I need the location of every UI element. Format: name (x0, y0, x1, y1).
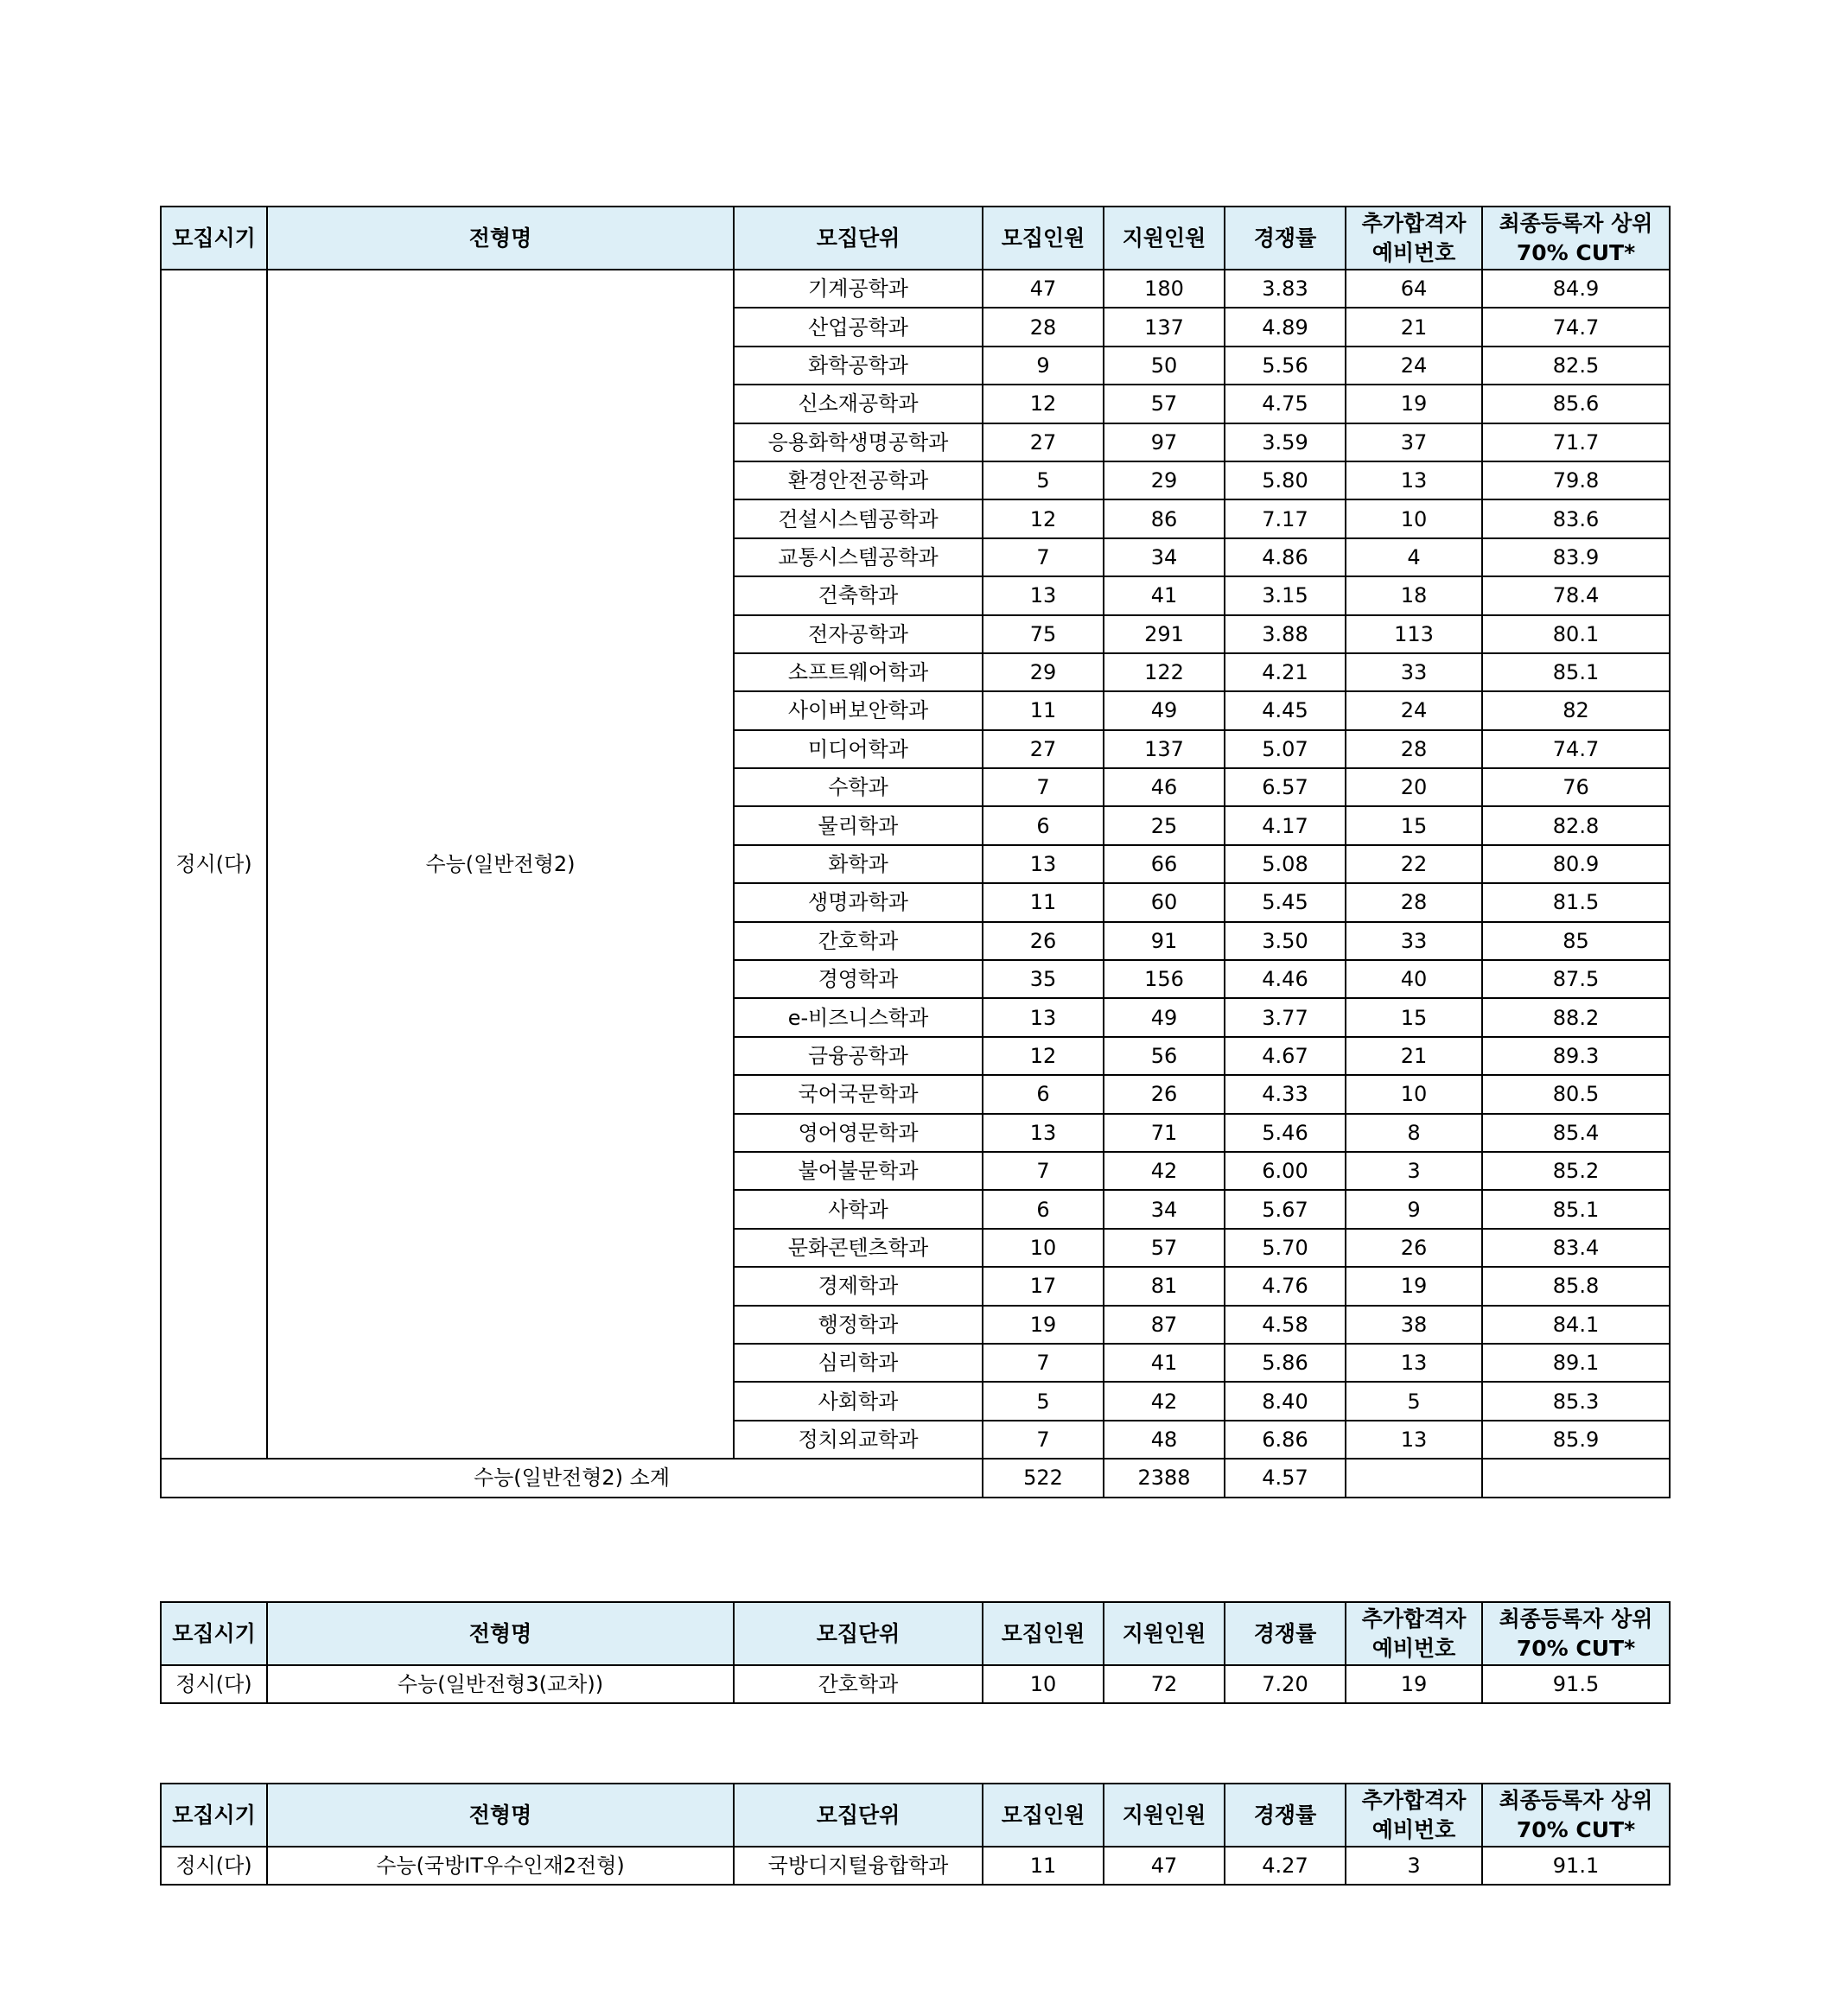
cell-extra: 22 (1346, 845, 1482, 883)
header-period: 모집시기 (161, 1602, 267, 1665)
cell-recruit: 11 (983, 1847, 1104, 1885)
cell-recruit: 12 (983, 499, 1104, 537)
cell-cut: 85.2 (1482, 1152, 1670, 1190)
table-body (161, 270, 1670, 1498)
cell-recruit: 5 (983, 461, 1104, 499)
cell-unit: 영어영문학과 (734, 1114, 983, 1152)
cell-ratio: 4.67 (1225, 1037, 1346, 1075)
cell-extra: 10 (1346, 1075, 1482, 1113)
cell-unit: 화학공학과 (734, 347, 983, 385)
cell-recruit: 13 (983, 998, 1104, 1036)
header-unit: 모집단위 (734, 1784, 983, 1847)
cell-ratio: 5.80 (1225, 461, 1346, 499)
cell-applicants: 49 (1104, 691, 1225, 729)
cell-ratio: 5.46 (1225, 1114, 1346, 1152)
cell-unit: 건설시스템공학과 (734, 499, 983, 537)
header-unit: 모집단위 (734, 207, 983, 270)
cell-applicants: 29 (1104, 461, 1225, 499)
cell-ratio: 6.00 (1225, 1152, 1346, 1190)
table-header-row (161, 1602, 1670, 1665)
cell-recruit: 7 (983, 1421, 1104, 1459)
cell-applicants: 47 (1104, 1847, 1225, 1885)
cell-cut: 85.1 (1482, 653, 1670, 691)
cell-recruit: 10 (983, 1665, 1104, 1703)
cell-cut: 85.8 (1482, 1267, 1670, 1305)
cell-applicants: 34 (1104, 1190, 1225, 1228)
cell-ratio: 5.70 (1225, 1229, 1346, 1267)
cell-recruit: 75 (983, 615, 1104, 653)
cell-cut: 91.5 (1482, 1665, 1670, 1703)
cell-cut: 80.9 (1482, 845, 1670, 883)
cell-unit: 금융공학과 (734, 1037, 983, 1075)
cell-recruit: 12 (983, 385, 1104, 423)
cell-extra: 13 (1346, 461, 1482, 499)
cell-extra: 15 (1346, 998, 1482, 1036)
cell-unit: 수학과 (734, 768, 983, 806)
cell-recruit: 5 (983, 1382, 1104, 1420)
cell-cut: 83.6 (1482, 499, 1670, 537)
cell-applicants: 50 (1104, 347, 1225, 385)
cell-recruit: 6 (983, 1190, 1104, 1228)
cell-recruit: 11 (983, 883, 1104, 921)
cell-cut: 83.4 (1482, 1229, 1670, 1267)
cell-unit: 건축학과 (734, 576, 983, 614)
cell-unit: 기계공학과 (734, 270, 983, 308)
header-recruit: 모집인원 (983, 1602, 1104, 1665)
header-unit: 모집단위 (734, 1602, 983, 1665)
cell-recruit: 19 (983, 1306, 1104, 1344)
cell-applicants: 291 (1104, 615, 1225, 653)
cell-extra: 21 (1346, 1037, 1482, 1075)
cell-recruit: 7 (983, 1344, 1104, 1382)
cell-unit: 생명과학과 (734, 883, 983, 921)
header-cut: 최종등록자 상위 70% CUT* (1482, 1784, 1670, 1847)
cell-applicants: 34 (1104, 538, 1225, 576)
cell-extra: 18 (1346, 576, 1482, 614)
header-type: 전형명 (267, 1602, 734, 1665)
cell-extra: 28 (1346, 883, 1482, 921)
cell-recruit: 7 (983, 538, 1104, 576)
cell-recruit: 17 (983, 1267, 1104, 1305)
cell-ratio: 6.57 (1225, 768, 1346, 806)
cell-unit: 국어국문학과 (734, 1075, 983, 1113)
cell-applicants: 46 (1104, 768, 1225, 806)
cell-recruit: 12 (983, 1037, 1104, 1075)
cell-cut: 84.9 (1482, 270, 1670, 308)
cell-ratio: 4.21 (1225, 653, 1346, 691)
table-header-row (161, 1784, 1670, 1847)
cell-cut: 85.6 (1482, 385, 1670, 423)
cell-unit: 사회학과 (734, 1382, 983, 1420)
table-row (161, 270, 1670, 308)
cell-period: 정시(다) (161, 1665, 267, 1703)
cell-unit: 행정학과 (734, 1306, 983, 1344)
cell-unit: 화학과 (734, 845, 983, 883)
cell-extra: 24 (1346, 347, 1482, 385)
cell-applicants: 41 (1104, 576, 1225, 614)
header-applicants: 지원인원 (1104, 1602, 1225, 1665)
cell-recruit: 6 (983, 806, 1104, 844)
cell-applicants: 137 (1104, 308, 1225, 346)
cell-extra: 5 (1346, 1382, 1482, 1420)
cell-recruit: 28 (983, 308, 1104, 346)
cell-recruit: 7 (983, 1152, 1104, 1190)
subtotal-ratio: 4.57 (1225, 1459, 1346, 1497)
cell-cut: 81.5 (1482, 883, 1670, 921)
cell-ratio: 5.08 (1225, 845, 1346, 883)
cell-unit: 교통시스템공학과 (734, 538, 983, 576)
cell-applicants: 97 (1104, 423, 1225, 461)
cell-extra: 37 (1346, 423, 1482, 461)
header-applicants: 지원인원 (1104, 207, 1225, 270)
header-recruit: 모집인원 (983, 1784, 1104, 1847)
cell-cut: 85.4 (1482, 1114, 1670, 1152)
cell-applicants: 71 (1104, 1114, 1225, 1152)
cell-ratio: 4.45 (1225, 691, 1346, 729)
cell-unit: 미디어학과 (734, 730, 983, 768)
cell-applicants: 60 (1104, 883, 1225, 921)
cell-cut: 71.7 (1482, 423, 1670, 461)
cell-unit: 경영학과 (734, 960, 983, 998)
admission-table-general2 (160, 206, 1671, 1498)
cell-ratio: 4.86 (1225, 538, 1346, 576)
header-applicants: 지원인원 (1104, 1784, 1225, 1847)
cell-unit: e-비즈니스학과 (734, 998, 983, 1036)
cell-cut: 87.5 (1482, 960, 1670, 998)
cell-applicants: 156 (1104, 960, 1225, 998)
cell-ratio: 4.76 (1225, 1267, 1346, 1305)
header-cut: 최종등록자 상위 70% CUT* (1482, 207, 1670, 270)
cell-ratio: 4.17 (1225, 806, 1346, 844)
cell-applicants: 87 (1104, 1306, 1225, 1344)
cell-extra: 8 (1346, 1114, 1482, 1152)
cell-recruit: 10 (983, 1229, 1104, 1267)
header-ratio: 경쟁률 (1225, 207, 1346, 270)
cell-recruit: 29 (983, 653, 1104, 691)
cell-cut: 80.1 (1482, 615, 1670, 653)
cell-cut: 84.1 (1482, 1306, 1670, 1344)
cell-ratio: 3.88 (1225, 615, 1346, 653)
cell-ratio: 3.83 (1225, 270, 1346, 308)
cell-unit: 심리학과 (734, 1344, 983, 1382)
cell-unit: 신소재공학과 (734, 385, 983, 423)
cell-cut: 83.9 (1482, 538, 1670, 576)
cell-ratio: 7.20 (1225, 1665, 1346, 1703)
cell-extra: 4 (1346, 538, 1482, 576)
cell-ratio: 6.86 (1225, 1421, 1346, 1459)
cell-recruit: 7 (983, 768, 1104, 806)
cell-extra: 10 (1346, 499, 1482, 537)
header-type: 전형명 (267, 1784, 734, 1847)
cell-extra: 21 (1346, 308, 1482, 346)
cell-ratio: 5.86 (1225, 1344, 1346, 1382)
subtotal-recruit: 522 (983, 1459, 1104, 1497)
cell-extra: 20 (1346, 768, 1482, 806)
cell-applicants: 81 (1104, 1267, 1225, 1305)
cell-unit: 사학과 (734, 1190, 983, 1228)
cell-applicants: 72 (1104, 1665, 1225, 1703)
cell-type: 수능(일반전형2) (267, 270, 734, 1459)
cell-unit: 환경안전공학과 (734, 461, 983, 499)
cell-unit: 문화콘텐츠학과 (734, 1229, 983, 1267)
cell-unit: 정치외교학과 (734, 1421, 983, 1459)
cell-extra: 40 (1346, 960, 1482, 998)
cell-recruit: 11 (983, 691, 1104, 729)
cell-unit: 산업공학과 (734, 308, 983, 346)
cell-extra: 13 (1346, 1344, 1482, 1382)
cell-cut: 85 (1482, 922, 1670, 960)
cell-ratio: 5.45 (1225, 883, 1346, 921)
cell-extra: 19 (1346, 1665, 1482, 1703)
cell-recruit: 26 (983, 922, 1104, 960)
cell-applicants: 86 (1104, 499, 1225, 537)
cell-unit: 사이버보안학과 (734, 691, 983, 729)
cell-extra: 26 (1346, 1229, 1482, 1267)
header-extra: 추가합격자 예비번호 (1346, 1602, 1482, 1665)
cell-recruit: 47 (983, 270, 1104, 308)
cell-applicants: 56 (1104, 1037, 1225, 1075)
cell-recruit: 35 (983, 960, 1104, 998)
cell-extra: 9 (1346, 1190, 1482, 1228)
cell-ratio: 3.50 (1225, 922, 1346, 960)
cell-cut: 85.3 (1482, 1382, 1670, 1420)
cell-cut: 85.9 (1482, 1421, 1670, 1459)
subtotal-extra (1346, 1459, 1482, 1497)
cell-ratio: 4.58 (1225, 1306, 1346, 1344)
cell-applicants: 42 (1104, 1382, 1225, 1420)
cell-period: 정시(다) (161, 270, 267, 1459)
cell-extra: 38 (1346, 1306, 1482, 1344)
header-ratio: 경쟁률 (1225, 1602, 1346, 1665)
header-cut: 최종등록자 상위 70% CUT* (1482, 1602, 1670, 1665)
cell-extra: 13 (1346, 1421, 1482, 1459)
subtotal-row (161, 1459, 1670, 1497)
cell-ratio: 8.40 (1225, 1382, 1346, 1420)
table-header-row (161, 207, 1670, 270)
cell-extra: 3 (1346, 1847, 1482, 1885)
cell-applicants: 137 (1104, 730, 1225, 768)
cell-applicants: 91 (1104, 922, 1225, 960)
cell-cut: 91.1 (1482, 1847, 1670, 1885)
header-extra: 추가합격자 예비번호 (1346, 207, 1482, 270)
cell-ratio: 5.07 (1225, 730, 1346, 768)
cell-unit: 소프트웨어학과 (734, 653, 983, 691)
cell-extra: 33 (1346, 922, 1482, 960)
cell-unit: 국방디지털융합학과 (734, 1847, 983, 1885)
cell-extra: 64 (1346, 270, 1482, 308)
cell-cut: 82.8 (1482, 806, 1670, 844)
cell-cut: 80.5 (1482, 1075, 1670, 1113)
cell-extra: 19 (1346, 385, 1482, 423)
cell-ratio: 4.27 (1225, 1847, 1346, 1885)
cell-cut: 89.1 (1482, 1344, 1670, 1382)
cell-cut: 85.1 (1482, 1190, 1670, 1228)
cell-ratio: 7.17 (1225, 499, 1346, 537)
cell-cut: 74.7 (1482, 308, 1670, 346)
cell-recruit: 27 (983, 730, 1104, 768)
cell-type: 수능(국방IT우수인재2전형) (267, 1847, 734, 1885)
header-period: 모집시기 (161, 1784, 267, 1847)
cell-unit: 경제학과 (734, 1267, 983, 1305)
cell-ratio: 4.89 (1225, 308, 1346, 346)
cell-unit: 간호학과 (734, 922, 983, 960)
cell-ratio: 5.67 (1225, 1190, 1346, 1228)
cell-recruit: 13 (983, 1114, 1104, 1152)
cell-cut: 76 (1482, 768, 1670, 806)
cell-ratio: 3.59 (1225, 423, 1346, 461)
cell-ratio: 4.46 (1225, 960, 1346, 998)
cell-ratio: 4.75 (1225, 385, 1346, 423)
cell-period: 정시(다) (161, 1847, 267, 1885)
cell-type: 수능(일반전형3(교차)) (267, 1665, 734, 1703)
cell-applicants: 42 (1104, 1152, 1225, 1190)
cell-extra: 113 (1346, 615, 1482, 653)
subtotal-cut (1482, 1459, 1670, 1497)
header-ratio: 경쟁률 (1225, 1784, 1346, 1847)
cell-unit: 전자공학과 (734, 615, 983, 653)
cell-cut: 74.7 (1482, 730, 1670, 768)
subtotal-label: 수능(일반전형2) 소계 (161, 1459, 983, 1497)
cell-cut: 79.8 (1482, 461, 1670, 499)
cell-cut: 78.4 (1482, 576, 1670, 614)
admission-table-general3 (160, 1601, 1671, 1704)
cell-recruit: 6 (983, 1075, 1104, 1113)
cell-ratio: 5.56 (1225, 347, 1346, 385)
header-extra: 추가합격자 예비번호 (1346, 1784, 1482, 1847)
cell-extra: 3 (1346, 1152, 1482, 1190)
cell-applicants: 66 (1104, 845, 1225, 883)
cell-recruit: 13 (983, 576, 1104, 614)
cell-applicants: 41 (1104, 1344, 1225, 1382)
cell-cut: 89.3 (1482, 1037, 1670, 1075)
table-row (161, 1665, 1670, 1703)
cell-ratio: 3.77 (1225, 998, 1346, 1036)
cell-applicants: 122 (1104, 653, 1225, 691)
cell-cut: 82.5 (1482, 347, 1670, 385)
header-period: 모집시기 (161, 207, 267, 270)
subtotal-applicants: 2388 (1104, 1459, 1225, 1497)
cell-applicants: 26 (1104, 1075, 1225, 1113)
cell-applicants: 57 (1104, 1229, 1225, 1267)
cell-unit: 물리학과 (734, 806, 983, 844)
cell-recruit: 9 (983, 347, 1104, 385)
cell-cut: 88.2 (1482, 998, 1670, 1036)
header-type: 전형명 (267, 207, 734, 270)
cell-extra: 28 (1346, 730, 1482, 768)
cell-cut: 82 (1482, 691, 1670, 729)
header-recruit: 모집인원 (983, 207, 1104, 270)
cell-ratio: 4.33 (1225, 1075, 1346, 1113)
cell-extra: 19 (1346, 1267, 1482, 1305)
cell-extra: 15 (1346, 806, 1482, 844)
cell-unit: 불어불문학과 (734, 1152, 983, 1190)
cell-ratio: 3.15 (1225, 576, 1346, 614)
cell-unit: 응용화학생명공학과 (734, 423, 983, 461)
cell-recruit: 27 (983, 423, 1104, 461)
admission-table-defense-it (160, 1783, 1671, 1886)
cell-applicants: 25 (1104, 806, 1225, 844)
cell-applicants: 57 (1104, 385, 1225, 423)
cell-extra: 24 (1346, 691, 1482, 729)
table-row (161, 1847, 1670, 1885)
cell-applicants: 48 (1104, 1421, 1225, 1459)
cell-recruit: 13 (983, 845, 1104, 883)
cell-unit: 간호학과 (734, 1665, 983, 1703)
cell-applicants: 49 (1104, 998, 1225, 1036)
cell-applicants: 180 (1104, 270, 1225, 308)
cell-extra: 33 (1346, 653, 1482, 691)
